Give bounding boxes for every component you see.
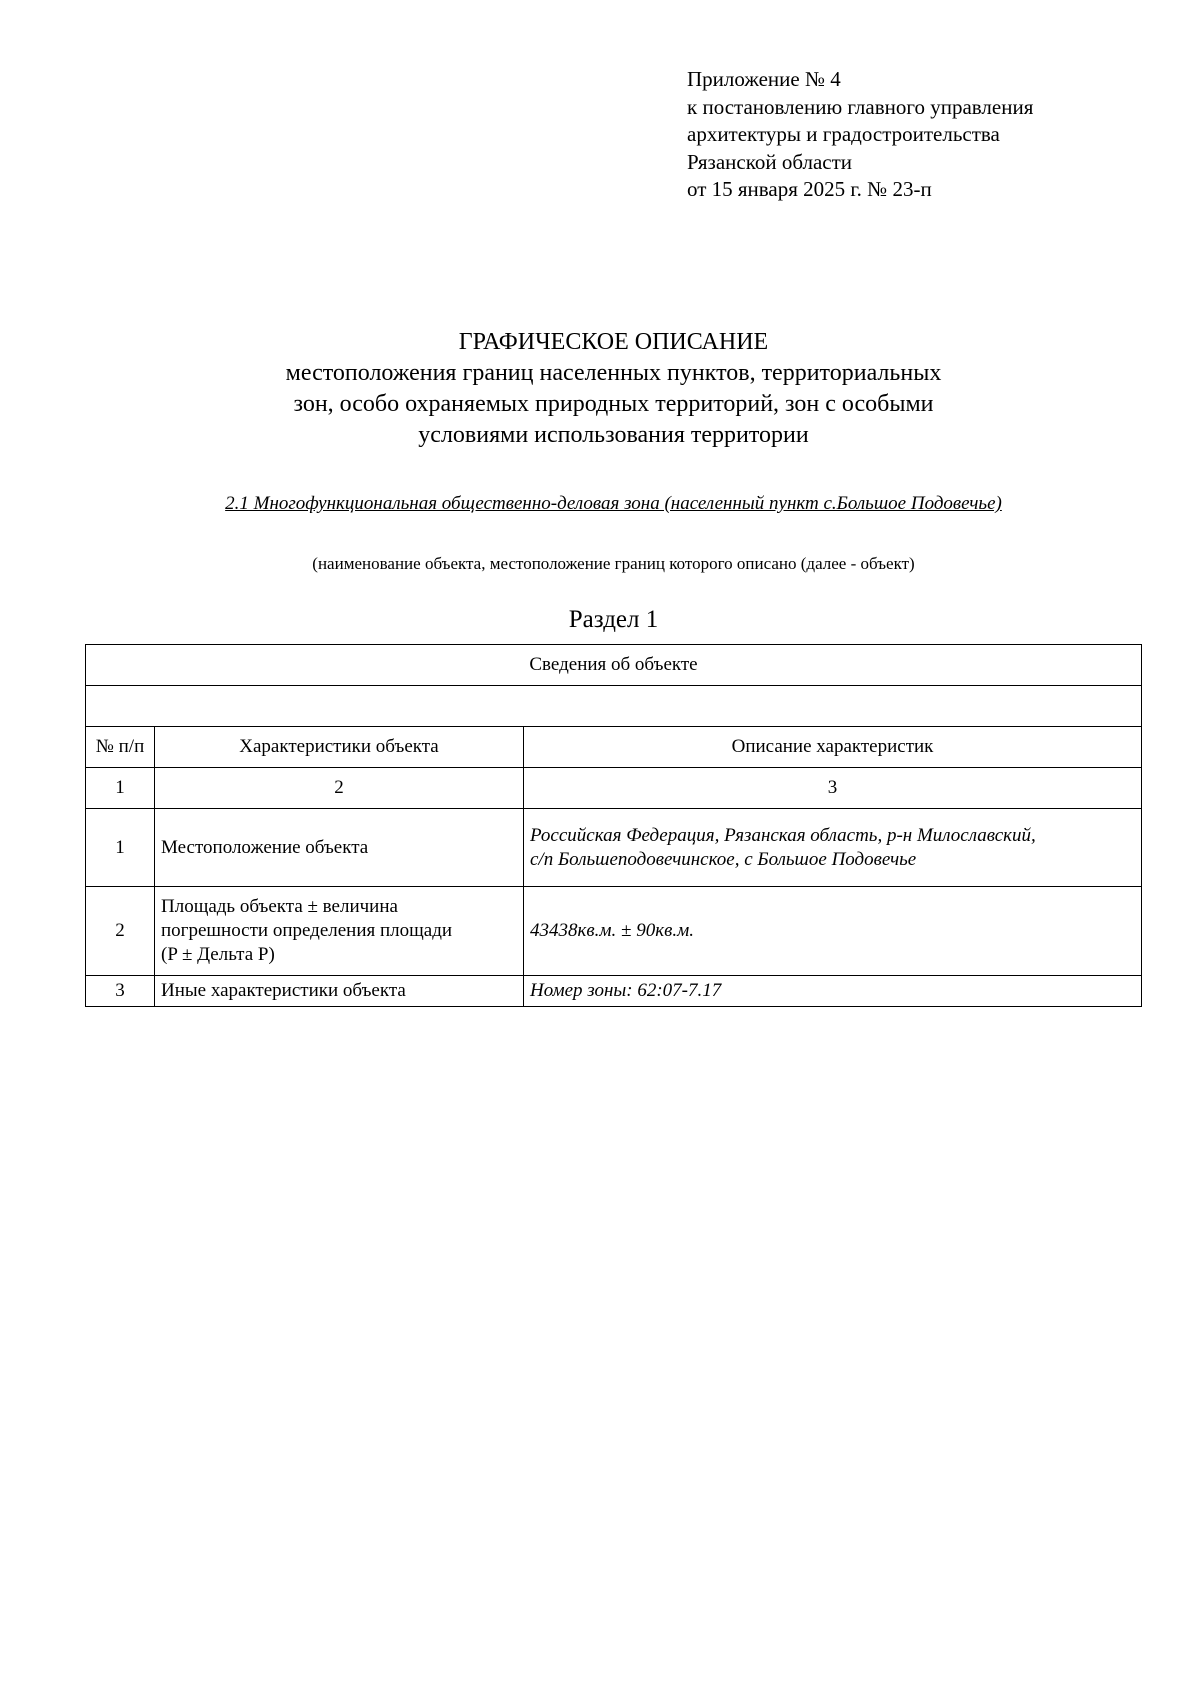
object-info-table [85,644,1142,1007]
object-caption: (наименование объекта, местоположение границ которого описано (далее - объект) [312,554,915,573]
characteristic-line: (P ± Дельта P) [161,944,275,965]
column-number: 1 [86,768,155,809]
row-characteristic: Местоположение объекта [155,809,524,887]
document-title [0,327,1200,451]
appendix-line: от 15 января 2025 г. № 23-п [687,177,932,201]
title-line: местоположения границ населенных пунктов, территориальных [285,360,942,386]
table-empty-cell [86,686,1142,727]
characteristic-line: Площадь объекта ± величина [161,896,398,917]
title-line: условиями использования территории [418,422,809,448]
table-row [86,887,1142,976]
row-num: 1 [86,809,155,887]
row-characteristic [155,887,524,976]
table-caption-row [86,645,1142,686]
title-line: зон, особо охраняемых природных территорий, зон с особыми [293,391,934,417]
document-heading: ГРАФИЧЕСКОЕ ОПИСАНИЕ [458,329,769,355]
appendix-line: Приложение № 4 [687,67,841,91]
header-description: Описание характеристик [524,727,1142,768]
table-caption: Сведения об объекте [86,645,1142,686]
appendix-line: архитектуры и градостроительства [687,122,1000,146]
appendix-block [687,66,1033,204]
header-num: № п/п [86,727,155,768]
row-characteristic: Иные характеристики объекта [155,976,524,1007]
row-description: Номер зоны: 62:07-7.17 [524,976,1142,1007]
appendix-line: Рязанской области [687,149,853,174]
characteristic-line: погрешности определения площади [161,920,453,941]
row-description: 43438кв.м. ± 90кв.м. [524,887,1142,976]
row-num: 2 [86,887,155,976]
description-line: с/п Большеподовечинское, с Большое Подовечье [530,848,917,870]
table-row [86,809,1142,887]
header-characteristic: Характеристики объекта [155,727,524,768]
table-header-row [86,727,1142,768]
appendix-line: к постановлению главного управления [687,94,1034,119]
object-name: 2.1 Многофункциональная общественно-деловая зона (населенный пункт с.Большое Подовечье) [225,493,1002,514]
table-row [86,976,1142,1007]
row-num: 3 [86,976,155,1007]
table-column-numbers-row [86,768,1142,809]
row-description [524,809,1142,887]
column-number: 3 [524,768,1142,809]
table-empty-row [86,686,1142,727]
section-title: Раздел 1 [568,606,659,633]
column-number: 2 [155,768,524,809]
description-line: Российская Федерация, Рязанская область, р-н Милославский, [530,824,1036,846]
